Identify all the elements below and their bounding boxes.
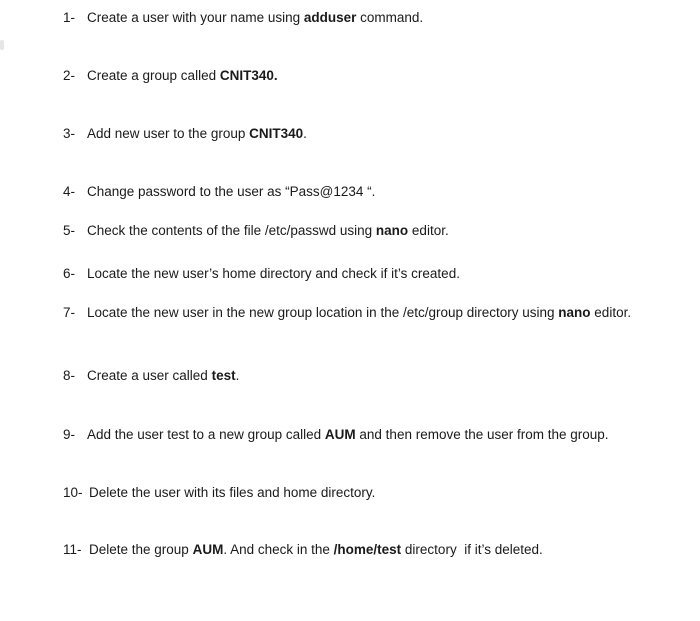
item-text: Locate the new user’s home directory and check if it’s created. (87, 266, 460, 281)
list-item-6 (63, 264, 663, 284)
item-text: Create a group called CNIT340. (87, 68, 278, 83)
item-number: 2- (63, 68, 76, 83)
item-text: Delete the user with its files and home directory. (89, 485, 376, 500)
list-item-10 (63, 483, 663, 503)
list-item-3 (63, 124, 663, 144)
item-text: Change password to the user as “Pass@1234 “. (87, 184, 376, 199)
list-item-2 (63, 66, 663, 86)
item-number: 10- (63, 485, 83, 500)
item-text: Create a user with your name using adduser command. (87, 10, 424, 25)
list-item-9 (63, 425, 693, 445)
item-number: 8- (63, 368, 76, 383)
item-text: Add the user test to a new group called AUM and then remove the user from the group. (87, 427, 609, 442)
item-text: Create a user called test. (87, 368, 240, 383)
item-number: 3- (63, 126, 76, 141)
item-text: Add new user to the group CNIT340. (87, 126, 307, 141)
list-item-4 (63, 182, 663, 202)
item-number: 1- (63, 10, 76, 25)
item-number: 9- (63, 427, 76, 442)
item-number: 5- (63, 223, 76, 238)
list-item-11 (63, 540, 663, 560)
list-item-5 (63, 221, 663, 241)
item-text: Locate the new user in the new group location in the /etc/group directory using nano editor. (87, 305, 632, 320)
list-item-8 (63, 366, 663, 386)
item-number: 4- (63, 184, 76, 199)
item-text: Delete the group AUM. And check in the /home/test directory if it’s deleted. (89, 542, 543, 557)
item-text: Check the contents of the file /etc/passwd using nano editor. (87, 223, 449, 238)
list-item-7 (63, 303, 648, 323)
item-number: 11- (63, 542, 82, 557)
item-number: 6- (63, 266, 76, 281)
list-item-1 (63, 8, 663, 28)
page-edge-mark (0, 40, 4, 50)
item-number: 7- (63, 305, 76, 320)
